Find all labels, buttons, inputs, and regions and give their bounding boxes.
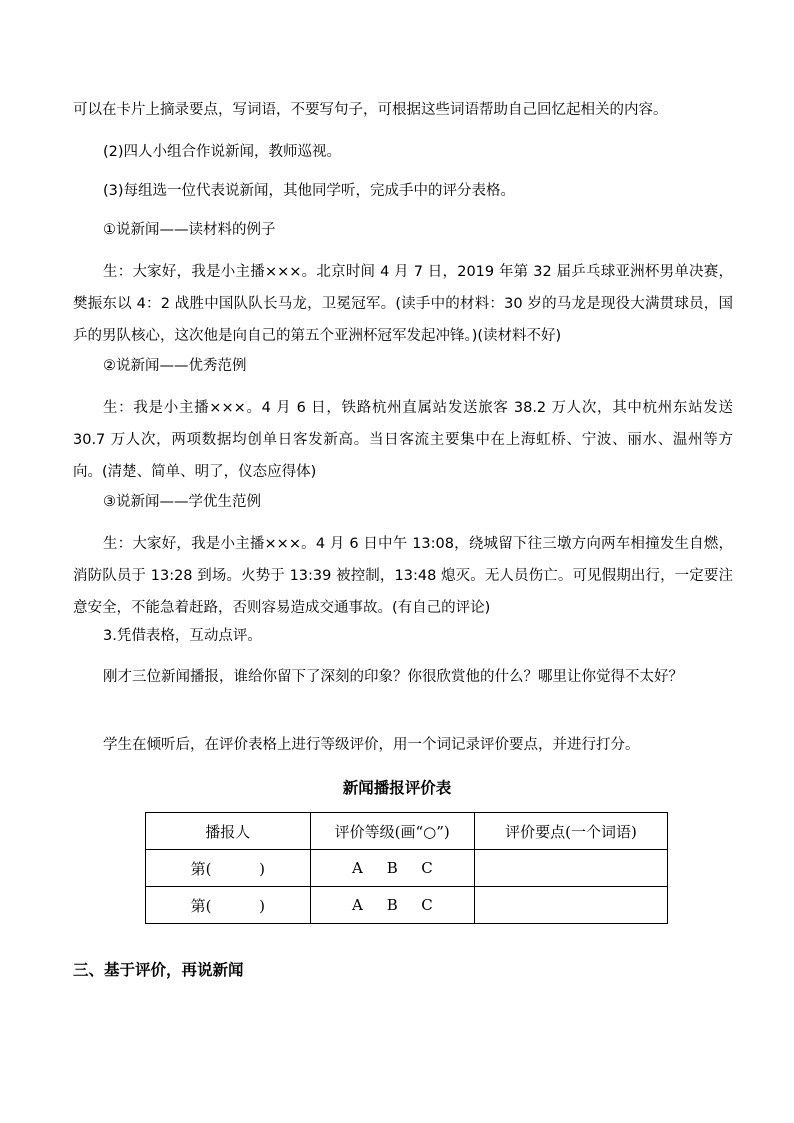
header-key-points: 评价要点(一个词语) [474,813,667,850]
paragraph-card-notes: 可以在卡片上摘录要点，写词语，不要写句子，可根据这些词语帮助自己回忆起相关的内容。 [73,102,668,118]
grade-option-a[interactable]: A [352,859,363,877]
evaluation-instruction: 学生在倾听后，在评价表格上进行等级评价，用一个词记录评价要点，并进行打分。 [103,737,640,753]
example-3-title: ③说新闻——学优生范例 [103,494,261,510]
grade-cell [310,850,474,887]
key-points-cell[interactable] [474,887,667,924]
discussion-question: 刚才三位新闻播报，谁给你留下了深刻的印象？你很欣赏他的什么？哪里让你觉得不太好？ [103,669,683,685]
header-announcer: 播报人 [146,813,311,850]
evaluation-table [145,812,668,924]
grade-option-b[interactable]: B [386,896,398,914]
paragraph-group-work: (2)四人小组合作说新闻，教师巡视。 [103,144,342,160]
grade-cell [310,887,474,924]
example-3-body: 生：大家好，我是小主播×××。4 月 6 日中午 13:08，绕城留下往三墩方向两车相撞发生自燃，消防队员于 13:28 到场。火势于 13:39 被控制，13:48 熄灭。无人员伤亡。可见假期出行，一定要注意安全，不能急着赶路，否则容易造成交通事故。(有自己的评论) [73,536,733,616]
key-points-cell[interactable] [474,850,667,887]
announcer-cell[interactable]: 第( ) [146,887,311,924]
table-row [146,850,668,887]
table-caption: 新闻播报评价表 [342,779,452,797]
step-3-heading: 3.凭借表格，互动点评。 [103,628,262,644]
example-1-title: ①说新闻——读材料的例子 [103,222,276,238]
grade-option-a[interactable]: A [352,896,363,914]
example-2-body: 生：我是小主播×××。4 月 6 日，铁路杭州直属站发送旅客 38.2 万人次，其中杭州东站发送 30.7 万人次，两项数据均创单日客发新高。当日客流主要集中在上海虹桥、宁波、丽水、温州等方向。(清楚、简单、明了，仪态应得体) [73,400,733,480]
announcer-cell[interactable]: 第( ) [146,850,311,887]
table-header-row [146,813,668,850]
example-2-title: ②说新闻——优秀范例 [103,358,247,374]
section-heading: 三、基于评价，再说新闻 [73,961,244,979]
header-grade: 评价等级(画“○”) [310,813,474,850]
example-1-body: 生：大家好，我是小主播×××。北京时间 4 月 7 日，2019 年第 32 届乒乓球亚洲杯男单决赛，樊振东以 4：2 战胜中国队队长马龙，卫冕冠军。(读手中的材料：30 岁的马龙是现役大满贯球员，国乒的男队核心，这次他是向自己的第五个亚洲杯冠军发起冲锋。)(读材料不好) [73,264,733,344]
grade-option-c[interactable]: C [421,859,433,877]
paragraph-representative: (3)每组选一位代表说新闻，其他同学听，完成手中的评分表格。 [103,183,516,199]
grade-option-b[interactable]: B [386,859,398,877]
grade-option-c[interactable]: C [421,896,433,914]
table-row [146,887,668,924]
